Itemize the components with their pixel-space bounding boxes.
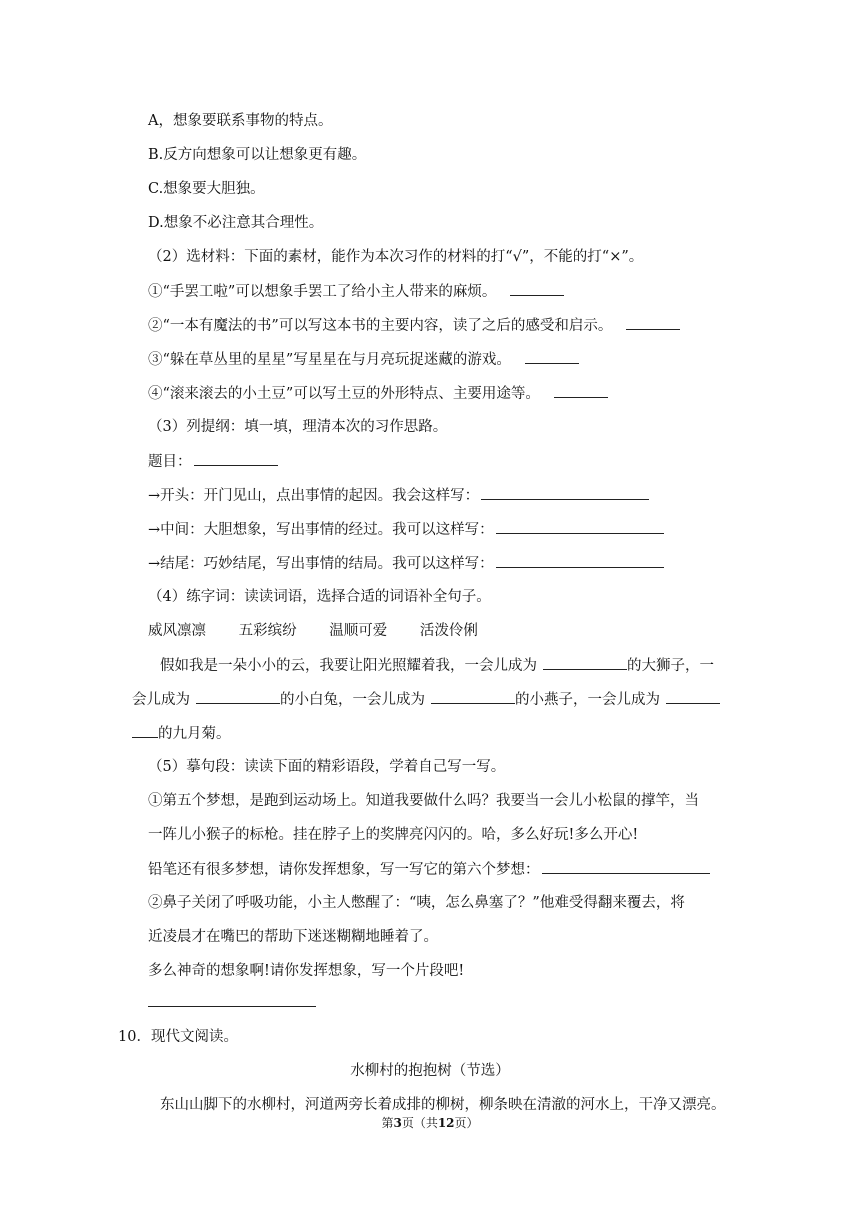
- footer-suffix: 页）: [454, 1116, 479, 1130]
- q2-item-4: [148, 383, 608, 404]
- q2-item-1: [148, 281, 564, 302]
- word-1: 威风凛凛: [148, 623, 206, 639]
- sentence-text: 的小燕子，一会儿成为: [515, 692, 660, 708]
- q2-item-text: ①“手罢工啦”可以想象手罢工了给小主人带来的麻烦。: [148, 284, 497, 300]
- q2-item-text: ④“滚来滚去的小土豆”可以写土豆的外形特点、主要用途等。: [148, 386, 540, 402]
- option-c: C.想象要大胆独。: [148, 181, 265, 197]
- q2-item-text: ②“一本有魔法的书”可以写这本书的主要内容，读了之后的感受和启示。: [148, 318, 613, 334]
- answer-blank[interactable]: [542, 859, 710, 874]
- q5-title: （5）摹句段：读读下面的精彩语段，学着自己写一写。: [148, 759, 506, 775]
- word-2: 五彩缤纷: [238, 623, 297, 639]
- q4-title: （4）练字词：读读词语，选择合适的词语补全句子。: [148, 589, 491, 605]
- sentence-text: 的大狮子，一: [627, 658, 714, 674]
- word-blank-1[interactable]: [543, 655, 627, 670]
- q3-topic: [148, 451, 278, 472]
- option-a: A，想象要联系事物的特点。: [148, 113, 333, 129]
- sentence-text: 会儿成为: [132, 692, 190, 708]
- q4-sentence-line-3: [132, 723, 231, 744]
- answer-blank[interactable]: [510, 281, 564, 296]
- footer-prefix: 第: [381, 1116, 394, 1130]
- q5-para2-line1: ②鼻子关闭了呼吸功能，小主人憋醒了：“咦，怎么鼻塞了？”他难受得翻来覆去，将: [148, 895, 685, 911]
- q3-line-text: →中间：大胆想象，写出事情的经过。我可以这样写：: [148, 522, 494, 538]
- answer-blank[interactable]: [554, 383, 608, 398]
- q3-title: （3）列提纲：填一填，理清本次的习作思路。: [148, 419, 448, 435]
- option-b: B.反方向想象可以让想象更有趣。: [148, 147, 367, 163]
- q4-sentence-line-1: [160, 655, 714, 676]
- page-footer: [0, 1113, 860, 1133]
- q3-opening: [148, 485, 649, 506]
- topic-label: 题目：: [148, 454, 192, 470]
- word-blank-4-cont[interactable]: [132, 723, 158, 738]
- answer-blank[interactable]: [626, 315, 680, 330]
- page-number: 3: [393, 1116, 402, 1130]
- footer-mid: 页（共: [401, 1116, 438, 1130]
- q5-para1-line2: 一阵儿小猴子的标枪。挂在脖子上的奖牌亮闪闪的。哈，多么好玩!多么开心!: [148, 827, 639, 843]
- answer-blank[interactable]: [496, 519, 664, 534]
- topic-blank[interactable]: [194, 451, 278, 466]
- q3-line-text: →开头：开门见山，点出事情的起因。我会这样写：: [148, 488, 480, 504]
- q5-para2-prompt: 多么神奇的想象啊!请你发挥想象，写一个片段吧!: [148, 963, 465, 979]
- q3-line-text: →结尾：巧妙结尾，写出事情的结局。我可以这样写：: [148, 556, 494, 572]
- prompt-text: 铅笔还有很多梦想，请你发挥想象，写一写它的第六个梦想：: [148, 862, 540, 878]
- sentence-text: 的九月菊。: [158, 726, 231, 742]
- answer-blank[interactable]: [496, 553, 664, 568]
- q5-para1-line1: ①第五个梦想，是跑到运动场上。知道我要做什么吗？我要当一会儿小松鼠的撑竿，当: [148, 793, 699, 809]
- answer-blank[interactable]: [481, 485, 649, 500]
- page-total: 12: [437, 1116, 455, 1130]
- option-d: D.想象不必注意其合理性。: [148, 215, 324, 231]
- q2-item-text: ③“躲在草丛里的星星”写星星在与月亮玩捉迷藏的游戏。: [148, 352, 511, 368]
- q3-ending: [148, 553, 664, 574]
- answer-blank[interactable]: [525, 349, 579, 364]
- word-bank: [148, 621, 478, 641]
- word-blank-4[interactable]: [666, 689, 720, 704]
- q3-middle: [148, 519, 664, 540]
- q4-sentence-line-2: [132, 689, 720, 710]
- passage-title: 水柳村的抱抱树（节选）: [350, 1063, 510, 1079]
- word-4: 活泼伶俐: [419, 623, 478, 639]
- q2-item-2: [148, 315, 680, 336]
- fragment-answer-line[interactable]: [148, 1006, 316, 1007]
- passage-first-line: 东山山脚下的水柳村，河道两旁长着成排的柳树，柳条映在清澈的河水上，干净又漂亮。: [160, 1097, 726, 1113]
- q2-title: （2）选材料：下面的素材，能作为本次习作的材料的打“√”，不能的打“×”。: [148, 249, 644, 265]
- sentence-text: 假如我是一朵小小的云，我要让阳光照耀着我，一会儿成为: [160, 658, 537, 674]
- word-blank-2[interactable]: [196, 689, 280, 704]
- sentence-text: 的小白兔，一会儿成为: [280, 692, 425, 708]
- word-3: 温顺可爱: [329, 623, 388, 639]
- q5-para2-line2: 近凌晨才在嘴巴的帮助下迷迷糊糊地睡着了。: [148, 929, 438, 945]
- q10-title: 10．现代文阅读。: [118, 1029, 238, 1045]
- word-blank-3[interactable]: [431, 689, 515, 704]
- q2-item-3: [148, 349, 579, 370]
- q5-para1-prompt: [148, 859, 710, 880]
